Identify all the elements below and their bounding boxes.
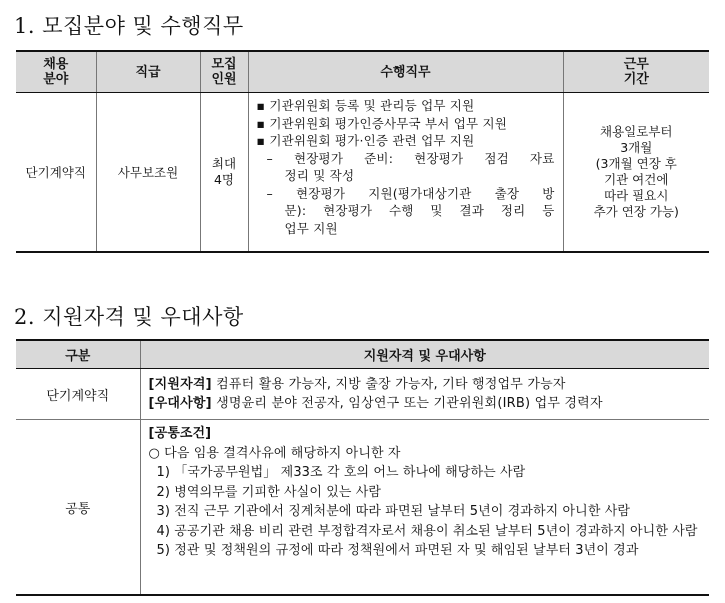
recruitment-row: [16, 93, 709, 253]
disqualification-item: 3) 전직 근무 기관에서 징계처분에 따라 파면된 날부터 5년이 경과하지 아니한 사람: [156, 504, 631, 519]
header-period-line: 기간: [623, 72, 649, 87]
cell-headcount: [200, 93, 248, 253]
header-category: 구분: [16, 340, 140, 369]
duty-sub-item: – 현장평가 지원(평가대상기관 출장 방: [266, 185, 555, 201]
common-conditions-intro: ○ 다음 임용 결격사유에 해당하지 아니한 자: [148, 445, 401, 461]
header-field-line: 분야: [43, 72, 69, 87]
preference-label: [우대사항]: [148, 396, 212, 411]
cell-category-contract: 단기계약직: [16, 369, 140, 420]
header-headcount-line: 인원: [211, 72, 237, 87]
header-duties: 수행직무: [248, 51, 563, 93]
header-headcount: [200, 51, 248, 93]
cell-field: 단기계약직: [16, 93, 96, 253]
cell-common-conditions: [140, 420, 709, 596]
duty-sub-item-cont: 정리 및 작성: [284, 168, 355, 183]
period-line: 3개월: [620, 140, 653, 155]
duty-sub-item-cont: 문): 현장평가 수행 및 결과 정리 등: [284, 203, 555, 218]
qualification-text: 컴퓨터 활용 가능자, 지방 출장 가능자, 기타 행정업무 가능자: [211, 377, 566, 392]
qualification-table: [16, 339, 709, 596]
disqualification-item: 1) 「국가공무원법」 제33조 각 호의 어느 하나에 해당하는 사람: [156, 465, 526, 480]
headcount-line: 4명: [213, 172, 235, 187]
duty-bullet: ▪ 기관위원회 평가인증사무국 부서 업무 지원: [256, 115, 507, 131]
header-headcount-line: 모집: [211, 57, 237, 72]
section-1-title: 1. 모집분야 및 수행직무: [14, 14, 244, 38]
duty-sub-item: – 현장평가 준비: 현장평가 점검 자료: [266, 150, 555, 166]
duty-bullet: ▪ 기관위원회 등록 및 관리등 업무 지원: [256, 98, 475, 113]
period-line: 기관 여건에: [604, 172, 669, 187]
recruitment-table: [16, 50, 709, 253]
header-field-line: 채용: [43, 57, 69, 72]
period-line: 추가 연장 가능): [593, 204, 679, 219]
qualification-header-row: [16, 340, 709, 369]
header-rank: 직급: [96, 51, 200, 93]
header-field: [16, 51, 96, 93]
section-2-title: 2. 지원자격 및 우대사항: [14, 305, 244, 329]
preference-text: 생명윤리 분야 전공자, 임상연구 또는 기관위원회(IRB) 업무 경력자: [211, 396, 603, 411]
duty-bullet: ▪ 기관위원회 평가·인증 관련 업무 지원: [256, 133, 475, 148]
header-period: [563, 51, 709, 93]
preference-line: [149, 394, 704, 413]
cell-duties: [248, 93, 563, 253]
period-line: 채용일로부터: [600, 124, 673, 139]
disqualification-item: 5) 정관 및 정책원의 규정에 따라 정책원에서 파면된 자 및 해임된 날부터 3년이 경과: [156, 543, 639, 558]
qualification-row-common: [16, 420, 709, 596]
header-period-line: 근무: [623, 57, 649, 72]
period-line: (3개월 연장 후: [595, 156, 677, 171]
cell-qualification-content: [140, 369, 709, 420]
disqualification-item: 2) 병역의무를 기피한 사실이 있는 사람: [156, 484, 382, 500]
recruitment-header-row: [16, 51, 709, 93]
headcount-line: 최대: [211, 156, 237, 171]
disqualification-item: 4) 공공기관 채용 비리 관련 부정합격자로서 채용이 취소된 날부터 5년이 경과하지 아니한 사람: [156, 523, 698, 539]
cell-rank: 사무보조원: [96, 93, 200, 253]
cell-category-common: 공통: [16, 420, 140, 596]
header-content: 지원자격 및 우대사항: [140, 340, 709, 369]
common-conditions-title: [공통조건]: [148, 426, 212, 441]
qualification-label: [지원자격]: [148, 377, 212, 392]
qualification-line: [149, 375, 704, 394]
qualification-row-contract: [16, 369, 709, 420]
duty-sub-item-cont: 업무 지원: [284, 220, 338, 236]
cell-period: [563, 93, 709, 253]
period-line: 따라 필요시: [604, 188, 669, 203]
